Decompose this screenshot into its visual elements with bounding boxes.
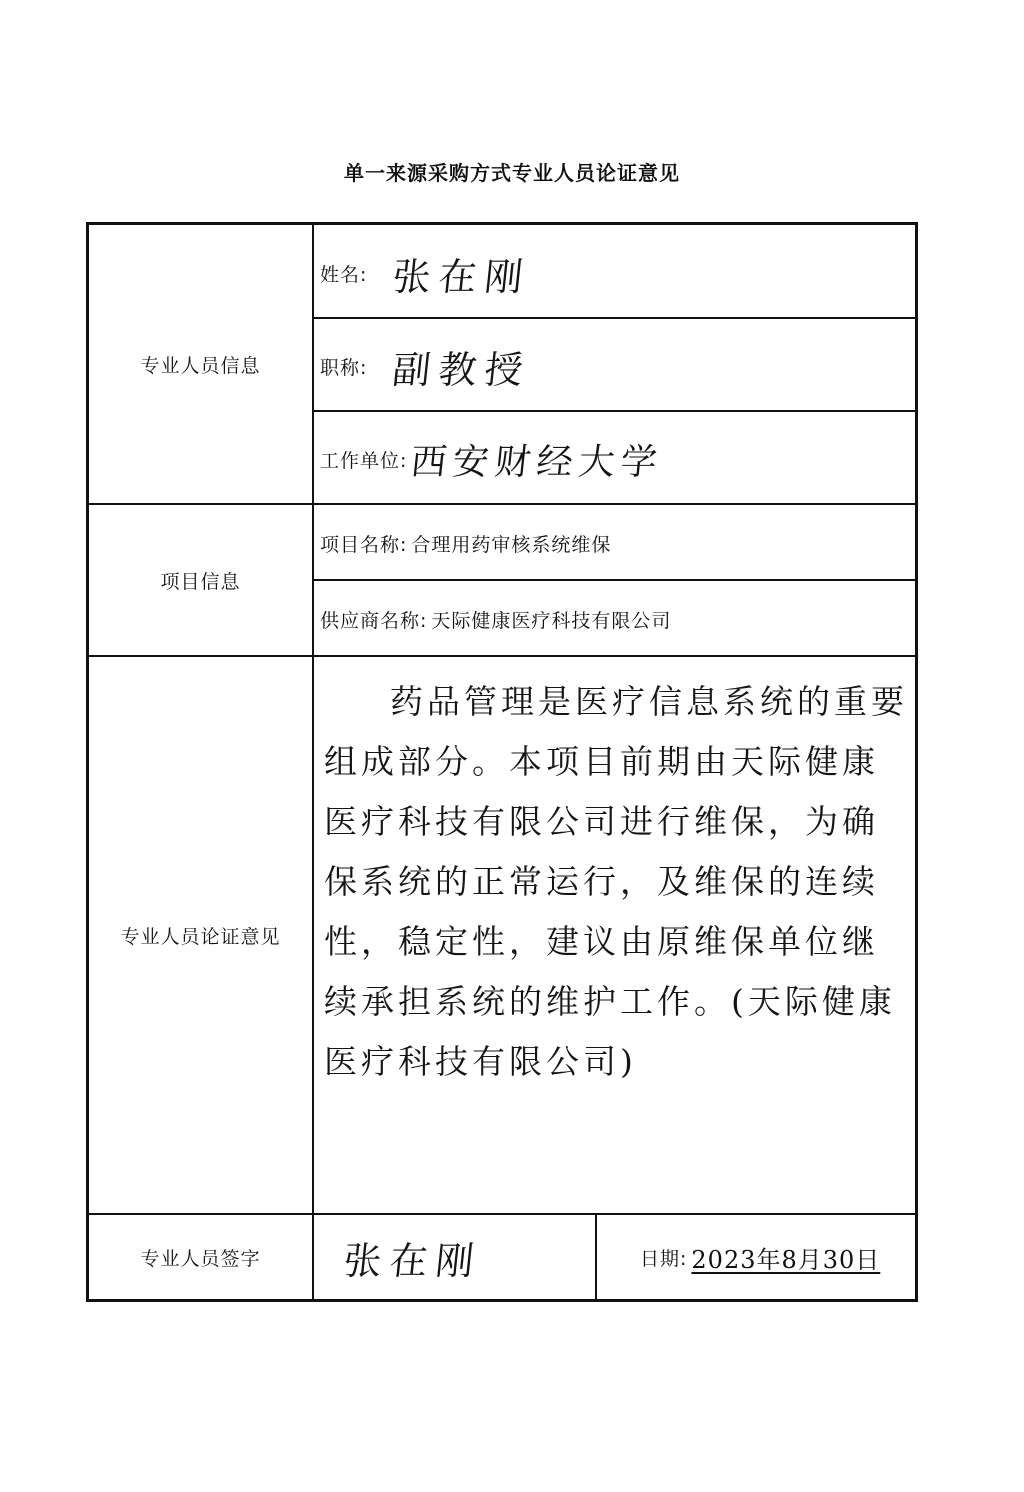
employer-label: 工作单位: [320, 449, 408, 472]
date-field [640, 1215, 910, 1300]
employer-field [320, 415, 910, 503]
signature-label: 专业人员签字 [140, 1248, 261, 1270]
project-name-value: 合理用药审核系统维保 [411, 533, 612, 556]
signature-value: 张在刚 [341, 1239, 484, 1283]
personnel-info-label: 专业人员信息 [140, 354, 261, 377]
row-divider [312, 317, 918, 319]
date-divider [595, 1213, 597, 1302]
project-name-field [320, 507, 910, 579]
column-divider [312, 222, 314, 1302]
supplier-field [320, 583, 910, 655]
project-name-label: 项目名称: [320, 533, 408, 556]
supplier-value: 天际健康医疗科技有限公司 [431, 609, 672, 632]
name-value: 张在刚 [390, 255, 534, 299]
title-field [320, 322, 910, 410]
date-label: 日期: [640, 1248, 688, 1270]
supplier-label: 供应商名称: [320, 609, 428, 632]
name-label: 姓名: [320, 264, 368, 286]
name-field [320, 230, 910, 317]
employer-value: 西安财经大学 [408, 441, 666, 483]
project-info-label: 项目信息 [160, 570, 241, 593]
document-title: 单一来源采购方式专业人员论证意见 [344, 161, 680, 185]
row-divider [312, 410, 918, 412]
date-value: 2023年8月30日 [691, 1246, 881, 1274]
signature-field [330, 1215, 590, 1300]
title-label: 职称: [320, 356, 368, 379]
opinion-label: 专业人员论证意见 [120, 925, 281, 948]
title-value: 副教授 [390, 347, 534, 392]
opinion-text: 药品管理是医疗信息系统的重要组成部分。本项目前期由天际健康医疗科技有限公司进行维保，为确保系统的正常运行，及维保的连续性，稳定性，建议由原维保单位继续承担系统的维护工作。(天际健康医疗科技有限公司) [324, 682, 908, 1081]
row-divider [312, 579, 918, 581]
